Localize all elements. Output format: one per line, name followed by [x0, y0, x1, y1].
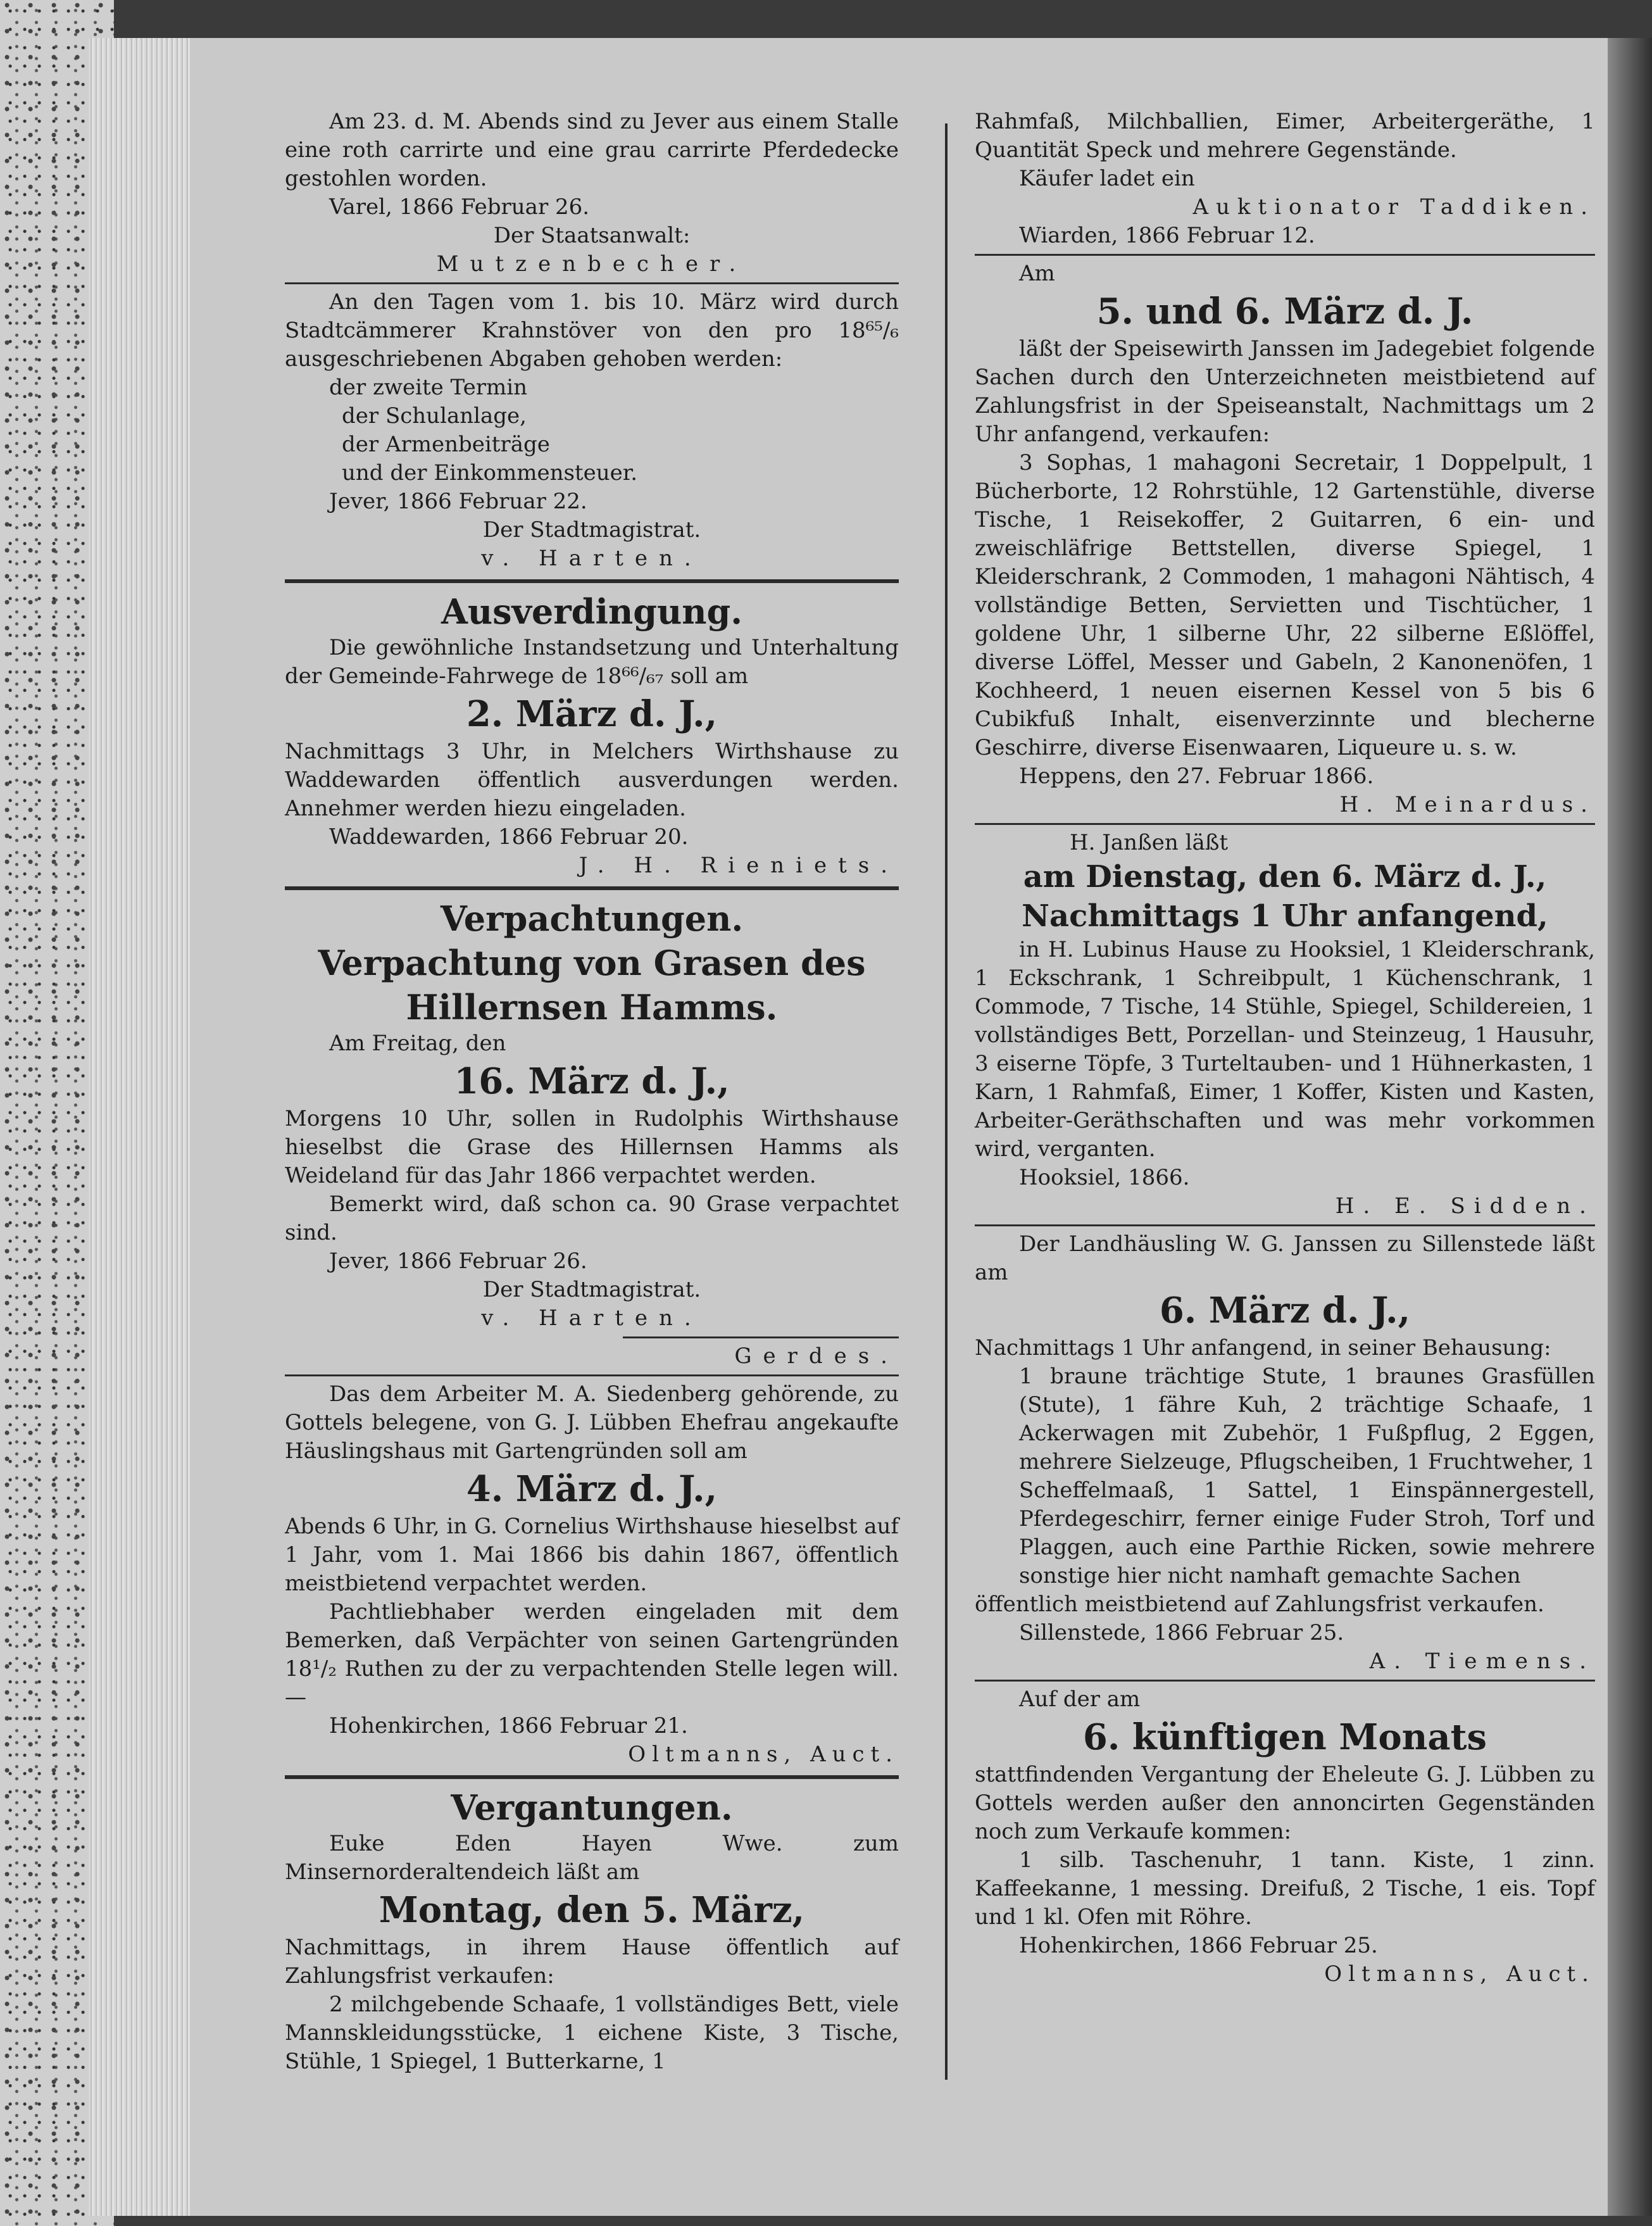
notice-vergantung-hayen — [285, 1785, 899, 2076]
notice-date: Hohenkirchen, 1866 Februar 25. — [1019, 1933, 1378, 1958]
notice-text: Morgens 10 Uhr, sollen in Rudolphis Wirthshause hieselbst die Grase des Hillernsen Hamms als Weideland für das Jahr 1866 verpachtet werden. — [285, 1106, 899, 1188]
notice-text: 1 silb. Taschenuhr, 1 tann. Kiste, 1 zinn. Kaffeekanne, 1 messing. Dreifuß, 2 Tische, 1 eis. Topf und 1 kl. Ofen mit Röhre. — [975, 1847, 1595, 1930]
notice-date: Jever, 1866 Februar 26. — [329, 1248, 587, 1274]
notice-date: Heppens, den 27. Februar 1866. — [1019, 764, 1374, 789]
notice-text: Abends 6 Uhr, in G. Cornelius Wirthshause hieselbst auf 1 Jahr, vom 1. Mai 1866 bis dahin 1867, öffentlich meistbietend verpachtet werden. — [285, 1514, 899, 1596]
notice-intro: H. Janßen läßt — [1070, 830, 1229, 855]
notice-text: Nachmittags 1 Uhr anfangend, in seiner Behausung: — [975, 1335, 1551, 1361]
notice-text: öffentlich meistbietend auf Zahlungsfrist verkaufen. — [975, 1592, 1544, 1617]
notice-date: Sillenstede, 1866 Februar 25. — [1019, 1620, 1344, 1645]
notice-vergantung-hayen-cont — [975, 108, 1595, 250]
notice-date-big: 5. und 6. März d. J. — [1096, 291, 1474, 332]
notice-intro: Am — [1019, 261, 1055, 286]
section-heading: Vergantungen. — [451, 1787, 733, 1828]
column-divider — [945, 123, 948, 2080]
divider — [623, 1336, 899, 1338]
notice-date: Wiarden, 1866 Februar 12. — [1019, 223, 1315, 248]
notice-title: Hillernsen Hamms. — [406, 987, 778, 1028]
notice-title: Verpachtung von Grasen des — [318, 943, 866, 983]
notice-date: Hohenkirchen, 1866 Februar 21. — [329, 1713, 688, 1739]
divider — [285, 282, 899, 284]
divider — [975, 254, 1595, 256]
notice-date: Hooksiel, 1866. — [1019, 1165, 1190, 1190]
notice-date: Varel, 1866 Februar 26. — [329, 194, 590, 220]
notice-text: 1 braune trächtige Stute, 1 braunes Grasfüllen (Stute), 1 fähre Kuh, 2 trächtige Schaafe, 1 Ackerwagen mit Zubehör, 1 Fußpflug, 2 Eggen, mehrere Sielzeuge, Pflugscheiben, 1 Fruchtweher, 1 Scheffelmaaß, 1 Sattel, 1 Einspännergestell, Pferdegeschirr, ferner einige Fuder Stroh, Torf und Plaggen, auch eine Parthie Ricken, sowie mehrere sonstige hier nicht namhaft gemachte Sachen — [1019, 1364, 1595, 1588]
notice-date: Waddewarden, 1866 Februar 20. — [329, 824, 689, 850]
notice-janssen-speisewirth — [975, 260, 1595, 819]
divider — [975, 1680, 1595, 1682]
notice-date: Jever, 1866 Februar 22. — [329, 489, 587, 514]
notice-signer: Oltmanns, Auct. — [628, 1742, 899, 1767]
notice-text: läßt der Speisewirth Janssen im Jadegebiet folgende Sachen durch den Unterzeichneten meistbietend auf Zahlungsfrist in der Speiseanstalt, Nachmittags um 2 Uhr anfangend, verkaufen: — [975, 336, 1595, 447]
notice-theft — [285, 108, 899, 279]
notice-signer: Auktionator Taddiken. — [1192, 194, 1595, 220]
notice-signer: v. Harten. — [481, 546, 703, 571]
notice-text: Nachmittags, in ihrem Hause öffentlich auf Zahlungsfrist verkaufen: — [285, 1935, 899, 1989]
notice-date-big: 4. März d. J., — [466, 1468, 718, 1510]
divider — [285, 886, 899, 890]
divider — [975, 823, 1595, 825]
notice-date-big: Montag, den 5. März, — [379, 1889, 805, 1931]
notice-luebben — [975, 1685, 1595, 1989]
notice-text: stattfindenden Vergantung der Eheleute G. J. Lübben zu Gottels werden außer den annoncirten Gegenständen noch zum Verkaufe kommen: — [975, 1762, 1595, 1844]
notice-signer: J. H. Rieniets. — [579, 853, 899, 878]
notice-intro: Auf der am — [1019, 1687, 1141, 1712]
page-gutter-shadow — [1608, 38, 1652, 2216]
notice-text: Der Landhäusling W. G. Janssen zu Sillenstede läßt am — [975, 1231, 1595, 1285]
notice-date-big: 6. künftigen Monats — [1082, 1716, 1487, 1758]
notice-text: Euke Eden Hayen Wwe. zum Minsernorderaltendeich läßt am — [285, 1831, 899, 1885]
list-item: der zweite Termin — [329, 375, 527, 400]
notice-ausverdingung — [285, 589, 899, 880]
notice-date-big: 6. März d. J., — [1159, 1290, 1411, 1331]
notice-office: Der Stadtmagistrat. — [482, 1277, 701, 1302]
notice-signer: A. Tiemens. — [1369, 1649, 1595, 1674]
notice-date-big: 16. März d. J., — [454, 1060, 730, 1102]
divider — [285, 1374, 899, 1376]
notice-verpachtung-grasen — [285, 896, 899, 1371]
notice-text: 3 Sophas, 1 mahagoni Secretair, 1 Doppelpult, 1 Bücherborte, 12 Rohrstühle, 12 Gartenstühle, diverse Tische, 1 Reisekoffer, 2 Guitarren, 6 ein- und zweischläfrige Bettstellen, diverse Spiegel, 1 Kleiderschrank, 2 Commoden, 1 mahagoni Nähtisch, 4 vollständige Betten, Servietten und Tischtücher, 1 goldene Uhr, 1 silberne Uhr, 22 silberne Eßlöffel, diverse Löffel, Messer und Gabeln, 2 Kanonenöfen, 1 Kochheerd, 1 neuen eisernen Kessel von 5 bis 6 Cubikfuß Inhalt, eisenverzinnte und blecherne Geschirre, diverse Eisenwaaren, Liqueure u. s. w. — [975, 450, 1595, 760]
section-heading: Ausverdingung. — [441, 591, 743, 632]
notice-date-big: am Dienstag, den 6. März d. J., — [1023, 859, 1547, 895]
list-item: der Schulanlage, — [342, 403, 527, 429]
notice-signer: Oltmanns, Auct. — [1324, 1961, 1595, 1987]
notice-text: Käufer ladet ein — [1019, 166, 1195, 191]
notice-text: Rahmfaß, Milchballien, Eimer, Arbeitergeräthe, 1 Quantität Speck und mehrere Gegenstände. — [975, 109, 1595, 163]
notice-intro: Am Freitag, den — [329, 1031, 506, 1056]
notice-sillenstede — [975, 1230, 1595, 1676]
notice-signer: H. E. Sidden. — [1335, 1193, 1595, 1219]
notice-signer: v. Harten. — [481, 1305, 703, 1331]
notice-text: 2 milchgebende Schaafe, 1 vollständiges Bett, viele Mannskleidungsstücke, 1 eichene Kiste, 3 Tische, Stühle, 1 Spiegel, 1 Butterkarne, 1 — [285, 1992, 899, 2074]
notice-text: Die gewöhnliche Instandsetzung und Unterhaltung der Gemeinde-Fahrwege de 18⁶⁶/₆₇ soll am — [285, 635, 899, 689]
notice-text: Nachmittags 3 Uhr, in Melchers Wirthshause zu Waddewarden öffentlich ausverdungen werden. Annehmer werden hiezu eingeladen. — [285, 739, 899, 821]
notice-text: Bemerkt wird, daß schon ca. 90 Grase verpachtet sind. — [285, 1192, 899, 1245]
divider — [975, 1224, 1595, 1226]
list-item: und der Einkommensteuer. — [342, 460, 638, 486]
notice-text: An den Tagen vom 1. bis 10. März wird durch Stadtcämmerer Krahnstöver von den pro 18⁶⁵/₆ ausgeschriebenen Abgaben gehoben werden: — [285, 289, 899, 372]
right-column — [975, 108, 1595, 1989]
notice-signer: H. Meinardus. — [1339, 792, 1595, 817]
notice-verpachtung-haus — [285, 1380, 899, 1769]
section-heading: Verpachtungen. — [440, 898, 744, 939]
notice-text: Am 23. d. M. Abends sind zu Jever aus einem Stalle eine roth carrirte und eine grau carrirte Pferdedecke gestohlen worden. — [285, 109, 899, 191]
notice-time-big: Nachmittags 1 Uhr anfangend, — [1022, 898, 1548, 934]
notice-text: Pachtliebhaber werden eingeladen mit dem Bemerken, daß Verpächter von seinen Gartengründen 18¹/₂ Ruthen zu der zu verpachtenden Stelle legen will. — — [285, 1599, 899, 1710]
notice-taxes — [285, 288, 899, 573]
notice-signer: Gerdes. — [734, 1343, 899, 1369]
notice-date-big: 2. März d. J., — [466, 693, 718, 735]
divider — [285, 1775, 899, 1779]
notice-office: Der Staatsanwalt: — [493, 223, 691, 248]
list-item: der Armenbeiträge — [342, 432, 550, 457]
notice-office: Der Stadtmagistrat. — [482, 517, 701, 543]
notice-janssen-hooksiel — [975, 829, 1595, 1221]
page-stack-edge — [89, 38, 203, 2216]
notice-text: in H. Lubinus Hause zu Hooksiel, 1 Kleiderschrank, 1 Eckschrank, 1 Schreibpult, 1 Küchenschrank, 1 Commode, 7 Tische, 14 Stühle, Spiegel, Schildereien, 1 vollständiges Bett, Porzellan- und Steinzeug, 1 Hausuhr, 3 eiserne Töpfe, 3 Turteltauben- und 1 Hühnerkasten, 1 Karn, 1 Rahmfaß, Eimer, 1 Koffer, Kisten und Kasten, Arbeiter-Geräthschaften und was mehr vorkommen wird, verganten. — [975, 937, 1595, 1162]
notice-text: Das dem Arbeiter M. A. Siedenberg gehörende, zu Gottels belegene, von G. J. Lübben Ehefrau angekaufte Häuslingshaus mit Gartengründen soll am — [285, 1381, 899, 1464]
left-column — [285, 108, 899, 2076]
divider — [285, 579, 899, 583]
notice-signer: Mutzenbecher. — [436, 251, 748, 277]
